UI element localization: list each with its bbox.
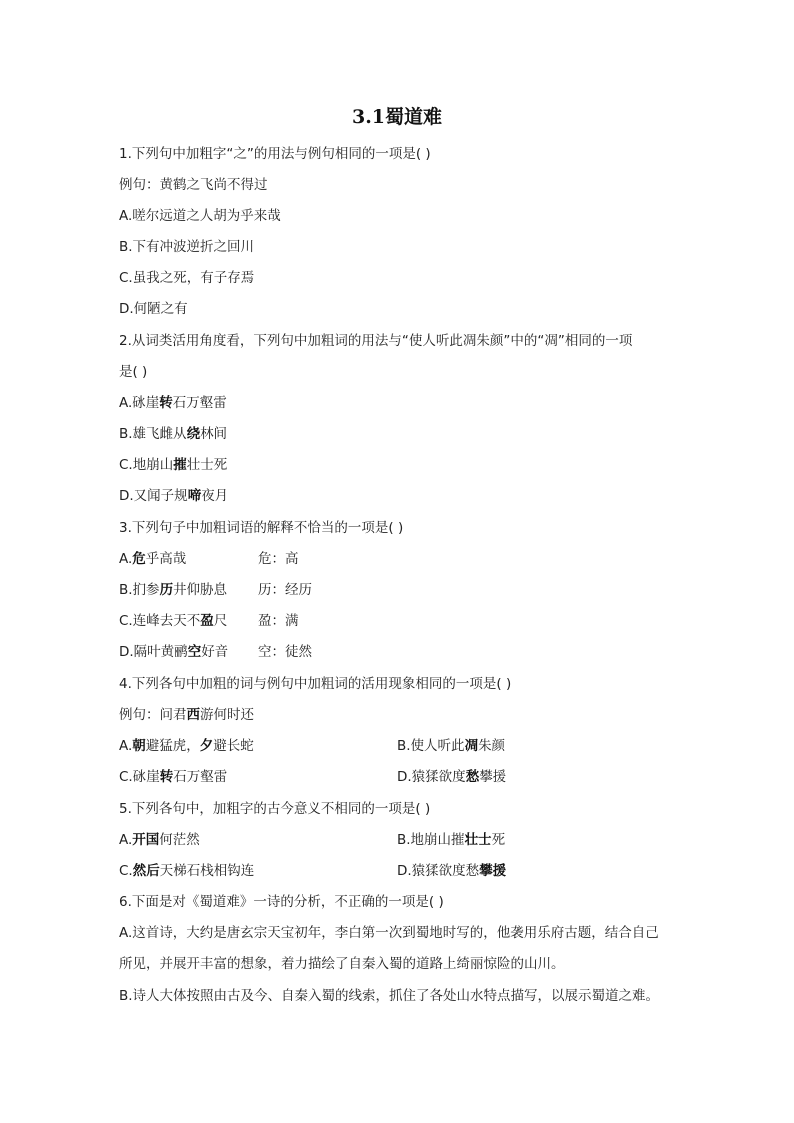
q4-option-d: D.猿猱欲度愁攀援 (397, 769, 507, 785)
bold-word: 空 (187, 644, 202, 660)
q5-option-d: D.猿猱欲度愁攀援 (397, 863, 507, 879)
bold-word: 壮士 (464, 832, 492, 848)
bold-word: 盈 (200, 613, 214, 629)
q6-stem: 6.下面是对《蜀道难》一诗的分析，不正确的一项是( ) (119, 894, 444, 910)
q5-option-b: B.地崩山摧壮士死 (397, 832, 506, 848)
q1-option-a: A.嗟尔远道之人胡为乎来哉 (119, 208, 281, 224)
bold-word: 开国 (132, 832, 160, 848)
bold-word: 西 (186, 707, 200, 723)
bold-word: 转 (159, 769, 174, 785)
bold-word: 攀援 (479, 863, 507, 879)
q2-option-b: B.雄飞雌从绕林间 (119, 426, 228, 442)
bold-word: 危 (132, 551, 146, 567)
q1-option-c: C.虽我之死，有子存焉 (119, 270, 255, 286)
q3-stem: 3.下列句子中加粗词语的解释不恰当的一项是( ) (119, 520, 404, 536)
q2-option-d: D.又闻子规啼夜月 (119, 488, 229, 504)
q6-option-a-line2: 所见，并展开丰富的想象，着力描绘了自秦入蜀的道路上绮丽惊险的山川。 (119, 956, 565, 972)
bold-word: 凋 (464, 738, 479, 754)
bold-word: 历 (159, 582, 174, 598)
q3-option-c: C.连峰去天不盈尺 (119, 613, 228, 629)
bold-word: 然后 (132, 863, 160, 879)
bold-word: 绕 (186, 426, 201, 442)
bold-word: 愁 (465, 769, 480, 785)
q2-stem-line1: 2.从词类活用角度看，下列句中加粗词的用法与“使人听此凋朱颜”中的“凋”相同的一项 (119, 333, 633, 349)
q4-example: 例句：问君西游何时还 (119, 707, 254, 723)
q5-option-c: C.然后天梯石栈相钩连 (119, 863, 255, 879)
q3-option-b-explanation: 历：经历 (258, 582, 312, 598)
q6-option-b-line1: B.诗人大体按照由古及今、自秦入蜀的线索，抓住了各处山水特点描写，以展示蜀道之难。 (119, 988, 660, 1004)
q4-option-b: B.使人听此凋朱颜 (397, 738, 506, 754)
q5-stem: 5.下列各句中，加粗字的古今意义不相同的一项是( ) (119, 801, 431, 817)
bold-word: 啼 (187, 488, 202, 504)
q2-option-c: C.地崩山摧壮士死 (119, 457, 228, 473)
bold-word: 摧 (173, 457, 187, 473)
bold-word: 朝 (132, 738, 146, 754)
q3-option-b: B.扪参历井仰胁息 (119, 582, 228, 598)
q3-option-a: A.危乎高哉 (119, 551, 187, 567)
q3-option-a-explanation: 危：高 (258, 551, 299, 567)
bold-word: 转 (159, 395, 173, 411)
q3-option-c-explanation: 盈：满 (258, 613, 299, 629)
q1-example: 例句：黄鹤之飞尚不得过 (119, 177, 268, 193)
q1-option-b: B.下有冲波逆折之回川 (119, 239, 255, 255)
q5-option-a: A.开国何茫然 (119, 832, 200, 848)
bold-word: 夕 (199, 738, 214, 754)
q4-stem: 4.下列各句中加粗的词与例句中加粗词的活用现象相同的一项是( ) (119, 676, 512, 692)
q4-option-a: A.朝避猛虎，夕避长蛇 (119, 738, 254, 754)
q3-option-d-explanation: 空：徒然 (258, 644, 312, 660)
q3-option-d: D.隔叶黄鹂空好音 (119, 644, 229, 660)
page-title: 3.1蜀道难 (351, 106, 443, 128)
q6-option-a-line1: A.这首诗，大约是唐玄宗天宝初年，李白第一次到蜀地时写的，他袭用乐府古题，结合自己 (119, 925, 659, 941)
q1-option-d: D.何陋之有 (119, 301, 188, 317)
q2-option-a: A.砯崖转石万壑雷 (119, 395, 227, 411)
q1-stem: 1.下列句中加粗字“之”的用法与例句相同的一项是( ) (119, 146, 431, 162)
q2-stem-line2: 是( ) (119, 364, 148, 380)
q4-option-c: C.砯崖转石万壑雷 (119, 769, 228, 785)
